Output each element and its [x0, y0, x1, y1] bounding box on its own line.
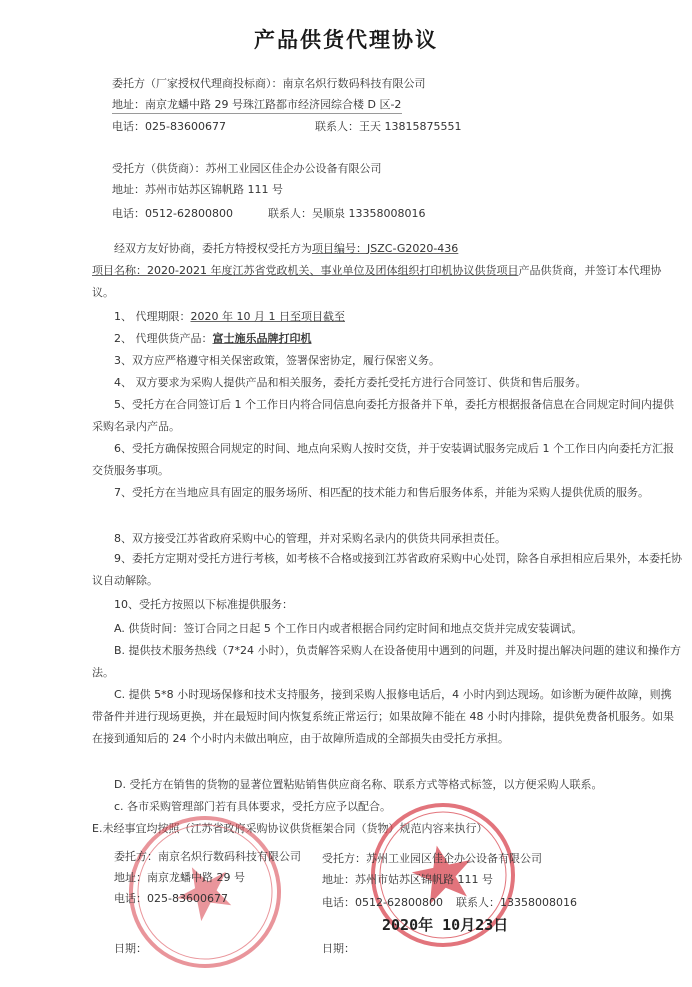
agent-label: 受托方（供货商）：	[112, 162, 206, 175]
agent-phone: 0512-62800800	[145, 207, 233, 220]
agent-contact-label: 联系人：	[268, 207, 312, 220]
agent-contact-line	[268, 207, 425, 221]
sign-left-address-value: 南京龙蟠中路 29 号	[147, 871, 245, 884]
clause-a: A. 供货时间：签订合同之日起 5 个工作日内或者根据合同约定时间和地点交货并完成安装调试。	[114, 622, 583, 635]
clause-2-label: 2、 代理供货产品：	[114, 332, 213, 345]
sign-right-agent	[322, 852, 542, 866]
agent-name: 苏州工业园区佳企办公设备有限公司	[205, 162, 382, 175]
sign-right-address-value: 苏州市姑苏区锦帆路 111 号	[355, 873, 493, 886]
project-no: JSZC-G2020-436	[367, 242, 459, 255]
principal-address: 南京龙蟠中路 29 号珠江路都市经济园综合楼 D 区-2	[145, 98, 402, 111]
principal-address-line	[112, 98, 401, 112]
sign-left-address	[114, 871, 245, 885]
clause-2-value: 富士施乐品牌打印机	[212, 332, 312, 345]
clause-b: B. 提供技术服务热线（7*24 小时），负责解答采购人在设备使用中遇到的问题，并及时提出解决问题的建议和操作方法。	[92, 644, 682, 679]
agent-address-line	[112, 183, 283, 197]
principal-phone-label: 电话：	[112, 120, 145, 133]
principal-address-label: 地址：	[112, 98, 145, 111]
sign-right-agent-name: 苏州工业园区佳企办公设备有限公司	[366, 852, 542, 865]
clause-2	[114, 332, 312, 346]
sign-left-address-label: 地址：	[114, 871, 147, 884]
clause-5: 5、受托方在合同签订后 1 个工作日内将合同信息向委托方报备并下单，委托方根据报备信息在合同规定时间内提供采购名录内产品。	[92, 398, 674, 433]
clause-7: 7、受托方在当地应具有固定的服务场所、相匹配的技术能力和售后服务体系，并能为采购人提供优质的服务。	[114, 486, 649, 499]
project-no-label: 项目编号：	[312, 242, 367, 255]
clause-9: 9、委托方定期对受托方进行考核，如考核不合格或接到江苏省政府采购中心处罚，除各自承担相应后果外，本委托协议自动解除。	[92, 552, 682, 587]
agent-phone-line	[112, 207, 233, 221]
page-title: 产品供货代理协议	[254, 28, 438, 52]
sign-right-contact-label: 联系人：	[456, 896, 500, 909]
agent-line	[112, 162, 382, 176]
principal-contact-label: 联系人：	[315, 120, 359, 133]
sign-left-phone-label: 电话：	[114, 892, 147, 905]
clause-c: C. 提供 5*8 小时现场保修和技术支持服务，接到采购人报修电话后，4 小时内到达现场。如诊断为硬件故障，则携带备件并进行现场更换，并在最短时间内恢复系统正常运行；如果故障不能在 48 小时内排除，提供免费备机服务。如果在接到通知后的 24 个小时内未做出响应，由于故障所造成的全部损失由受托方承担。	[92, 688, 674, 745]
clause-8: 8、双方接受江苏省政府采购中心的管理，并对采购名录内的供货共同承担责任。	[114, 532, 506, 545]
project-name: 2020-2021 年度江苏省党政机关、事业单位及团体组织打印机协议供货项目	[147, 264, 519, 277]
clause-d: D. 受托方在销售的货物的显著位置粘贴销售供应商名称、联系方式等格式标签，以方便采购人联系。	[114, 778, 603, 791]
clause-f: E.未经事宜均按照（江苏省政府采购协议供货框架合同（货物）规范内容来执行）	[92, 822, 488, 835]
clause-1	[114, 310, 345, 324]
sign-left-principal	[114, 850, 301, 864]
sign-right-agent-label: 受托方：	[322, 852, 366, 865]
sign-left-principal-name: 南京名炽行数码科技有限公司	[158, 850, 301, 863]
divider	[112, 113, 402, 114]
intro-text: 经双方友好协商，委托方特授权受托方为	[114, 242, 312, 255]
principal-phone-line	[112, 120, 226, 134]
sign-right-phone	[322, 896, 443, 910]
intro-paragraph	[92, 238, 682, 304]
intro-text-end: 产品供货商，并签订本代理协议。	[92, 264, 662, 299]
sign-left-phone-value: 025-83600677	[147, 892, 228, 905]
clause-3: 3、双方应严格遵守相关保密政策，签署保密协定，履行保密义务。	[114, 354, 440, 367]
principal-label: 委托方（厂家授权代理商投标商）：	[112, 77, 283, 90]
sign-right-address	[322, 873, 493, 887]
sign-left-date: 日期：	[114, 942, 147, 955]
clause-6: 6、受托方确保按照合同规定的时间、地点向采购人按时交货，并于安装调试服务完成后 1 个工作日内向委托方汇报交货服务事项。	[92, 442, 674, 477]
agent-phone-label: 电话：	[112, 207, 145, 220]
agent-contact: 吴顺泉 13358008016	[312, 207, 426, 220]
sign-right-phone-label: 电话：	[322, 896, 355, 909]
principal-name: 南京名炽行数码科技有限公司	[282, 77, 426, 90]
principal-contact-line	[315, 120, 461, 134]
agent-address-label: 地址：	[112, 183, 145, 196]
sign-left-phone	[114, 892, 228, 906]
principal-line	[112, 77, 426, 91]
sign-left-principal-label: 委托方：	[114, 850, 158, 863]
clause-4: 4、 双方要求为采购人提供产品和相关服务，委托方委托受托方进行合同签订、供货和售后服务。	[114, 376, 587, 389]
sign-date-stamp: 2020年 10月23日	[382, 916, 509, 934]
sign-right-address-label: 地址：	[322, 873, 355, 886]
clause-e: c. 各市采购管理部门若有具体要求，受托方应予以配合。	[114, 800, 392, 813]
clause-1-label: 1、 代理期限：	[114, 310, 191, 323]
principal-contact: 王天 13815875551	[359, 120, 462, 133]
clause-1-value: 2020 年 10 月 1 日至项目截至	[190, 310, 345, 323]
agent-address: 苏州市姑苏区锦帆路 111 号	[145, 183, 283, 196]
principal-phone: 025-83600677	[145, 120, 226, 133]
sign-right-phone-value: 0512-62800800	[355, 896, 443, 909]
sign-right-contact	[456, 896, 577, 910]
sign-right-date-label: 日期：	[322, 942, 355, 955]
sign-right-contact-value: 13358008016	[500, 896, 577, 909]
clause-10: 10、受托方按照以下标准提供服务：	[114, 598, 293, 611]
project-name-label: 项目名称：	[92, 264, 147, 277]
